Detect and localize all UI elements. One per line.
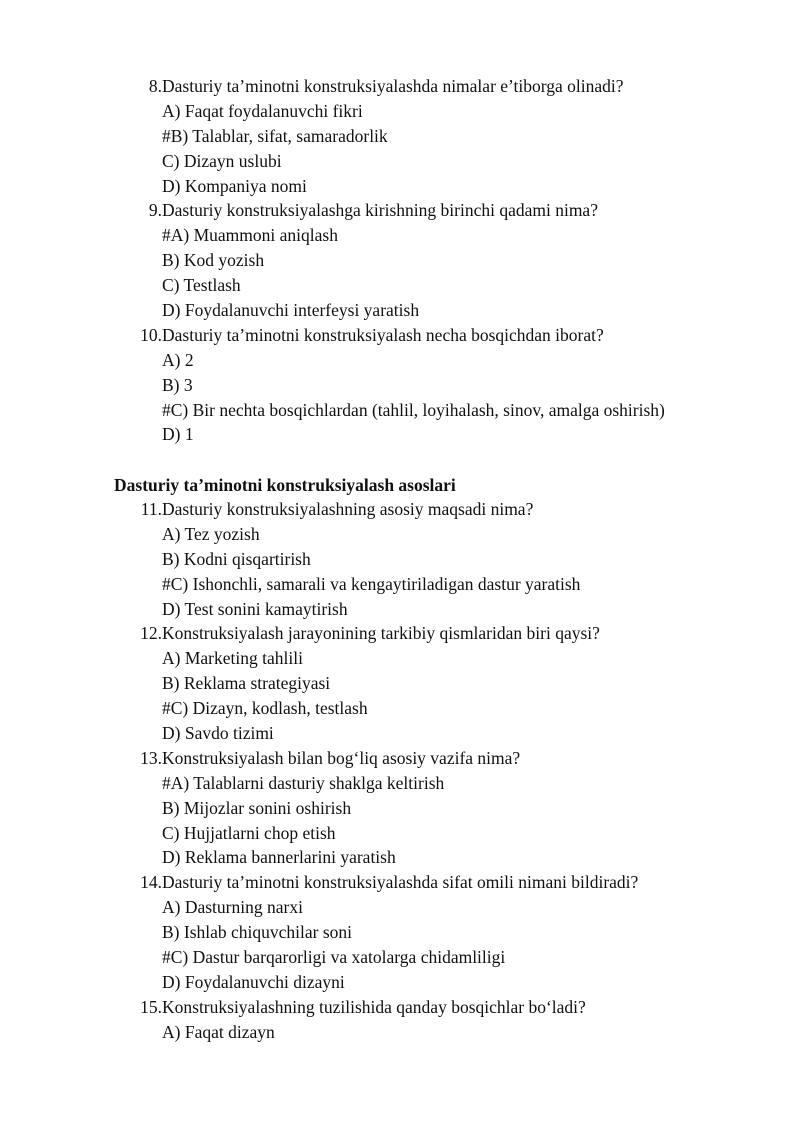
answer-option-text: #B) Talablar, sifat, samaradorlik bbox=[162, 125, 388, 146]
question-number: 13. bbox=[140, 747, 162, 768]
answer-option-text: B) Ishlab chiquvchilar soni bbox=[162, 922, 353, 943]
answer-option-text: C) Hujjatlarni chop etish bbox=[162, 822, 336, 843]
answer-option-text: C) Testlash bbox=[162, 275, 241, 296]
question-line bbox=[0, 746, 800, 771]
answer-option bbox=[0, 99, 800, 124]
answer-option bbox=[0, 671, 800, 696]
answer-option bbox=[0, 248, 800, 273]
answer-option bbox=[0, 1020, 800, 1045]
answer-option-text: D) Foydalanuvchi dizayni bbox=[162, 971, 345, 992]
answer-option bbox=[0, 273, 800, 298]
question-11 bbox=[0, 497, 800, 621]
answer-option-text: D) Kompaniya nomi bbox=[162, 175, 307, 196]
answer-option-correct bbox=[0, 696, 800, 721]
answer-option-text: D) Reklama bannerlarini yaratish bbox=[162, 847, 396, 868]
answer-option bbox=[0, 970, 800, 995]
question-text: Dasturiy ta’minotni konstruksiyalash necha bosqichdan iborat? bbox=[162, 324, 604, 345]
answer-option bbox=[0, 547, 800, 572]
question-list-section-2 bbox=[0, 497, 800, 1045]
question-9 bbox=[0, 198, 800, 322]
answer-option-text: D) 1 bbox=[162, 424, 194, 445]
answer-option bbox=[0, 721, 800, 746]
answer-option-text: #C) Ishonchli, samarali va kengaytiriladigan dastur yaratish bbox=[162, 573, 581, 594]
answer-option-text: #C) Dizayn, kodlash, testlash bbox=[162, 698, 368, 719]
answer-option-correct bbox=[0, 771, 800, 796]
answer-option bbox=[0, 796, 800, 821]
answer-option-text: B) Mijozlar sonini oshirish bbox=[162, 797, 352, 818]
question-line bbox=[0, 995, 800, 1020]
answer-option-text: D) Savdo tizimi bbox=[162, 723, 274, 744]
answer-option bbox=[0, 522, 800, 547]
answer-option bbox=[0, 373, 800, 398]
answer-option-correct bbox=[0, 223, 800, 248]
question-text: Dasturiy ta’minotni konstruksiyalashda nimalar e’tiborga olinadi? bbox=[162, 76, 624, 96]
answer-option bbox=[0, 845, 800, 870]
question-line bbox=[0, 497, 800, 522]
answer-option bbox=[0, 348, 800, 373]
answer-option-text: A) Marketing tahlili bbox=[162, 648, 303, 669]
answer-option-text: A) Tez yozish bbox=[162, 523, 260, 544]
answer-option-text: A) Faqat dizayn bbox=[162, 1021, 275, 1042]
question-line bbox=[0, 621, 800, 646]
answer-option bbox=[0, 174, 800, 199]
answer-option-text: #A) Muammoni aniqlash bbox=[162, 225, 338, 246]
answer-option bbox=[0, 821, 800, 846]
question-8 bbox=[0, 74, 800, 198]
answer-option-text: D) Test sonini kamaytirish bbox=[162, 598, 348, 619]
question-13 bbox=[0, 746, 800, 870]
question-number: 9. bbox=[148, 200, 162, 221]
question-number: 15. bbox=[140, 996, 162, 1017]
answer-option-text: #C) Dastur barqarorligi va xatolarga chidamliligi bbox=[162, 947, 506, 968]
question-number: 10. bbox=[140, 324, 162, 345]
answer-option bbox=[0, 422, 800, 447]
answer-option-text: #A) Talablarni dasturiy shaklga keltirish bbox=[162, 772, 445, 793]
section-heading: Dasturiy ta’minotni konstruksiyalash asoslari bbox=[114, 475, 456, 495]
answer-option-text: A) 2 bbox=[162, 349, 194, 370]
answer-option bbox=[0, 597, 800, 622]
question-line bbox=[0, 74, 800, 99]
question-10 bbox=[0, 323, 800, 447]
question-number: 14. bbox=[140, 872, 162, 893]
answer-option-text: A) Dasturning narxi bbox=[162, 897, 303, 918]
answer-option-text: #C) Bir nechta bosqichlardan (tahlil, loyihalash, sinov, amalga oshirish) bbox=[162, 399, 665, 420]
question-text: Konstruksiyalash jarayonining tarkibiy qismlaridan biri qaysi? bbox=[162, 623, 600, 644]
answer-option-text: B) Reklama strategiyasi bbox=[162, 673, 331, 694]
question-text: Dasturiy konstruksiyalashning asosiy maqsadi nima? bbox=[162, 499, 534, 519]
question-text: Konstruksiyalashning tuzilishida qanday bosqichlar bo‘ladi? bbox=[162, 996, 586, 1017]
answer-option bbox=[0, 895, 800, 920]
answer-option-text: B) Kodni qisqartirish bbox=[162, 548, 311, 569]
question-text: Dasturiy ta’minotni konstruksiyalashda sifat omili nimani bildiradi? bbox=[162, 872, 639, 893]
question-number: 12. bbox=[140, 623, 162, 644]
answer-option-correct bbox=[0, 124, 800, 149]
answer-option-text: B) Kod yozish bbox=[162, 250, 265, 271]
question-number: 8. bbox=[148, 76, 162, 96]
answer-option bbox=[0, 149, 800, 174]
answer-option-text: D) Foydalanuvchi interfeysi yaratish bbox=[162, 300, 420, 321]
question-line bbox=[0, 198, 800, 223]
answer-option-correct bbox=[0, 398, 800, 423]
question-number: 11. bbox=[140, 499, 162, 519]
question-15 bbox=[0, 995, 800, 1045]
question-list-section-1 bbox=[0, 74, 800, 447]
answer-option bbox=[0, 298, 800, 323]
question-line bbox=[0, 870, 800, 895]
question-text: Dasturiy konstruksiyalashga kirishning birinchi qadami nima? bbox=[162, 200, 598, 221]
answer-option-correct bbox=[0, 945, 800, 970]
question-text: Konstruksiyalash bilan bog‘liq asosiy vazifa nima? bbox=[162, 747, 521, 768]
answer-option bbox=[0, 646, 800, 671]
question-14 bbox=[0, 870, 800, 994]
answer-option-text: C) Dizayn uslubi bbox=[162, 150, 282, 171]
answer-option bbox=[0, 920, 800, 945]
answer-option-text: B) 3 bbox=[162, 374, 193, 395]
question-12 bbox=[0, 621, 800, 745]
answer-option-correct bbox=[0, 572, 800, 597]
question-line bbox=[0, 323, 800, 348]
answer-option-text: A) Faqat foydalanuvchi fikri bbox=[162, 100, 363, 121]
